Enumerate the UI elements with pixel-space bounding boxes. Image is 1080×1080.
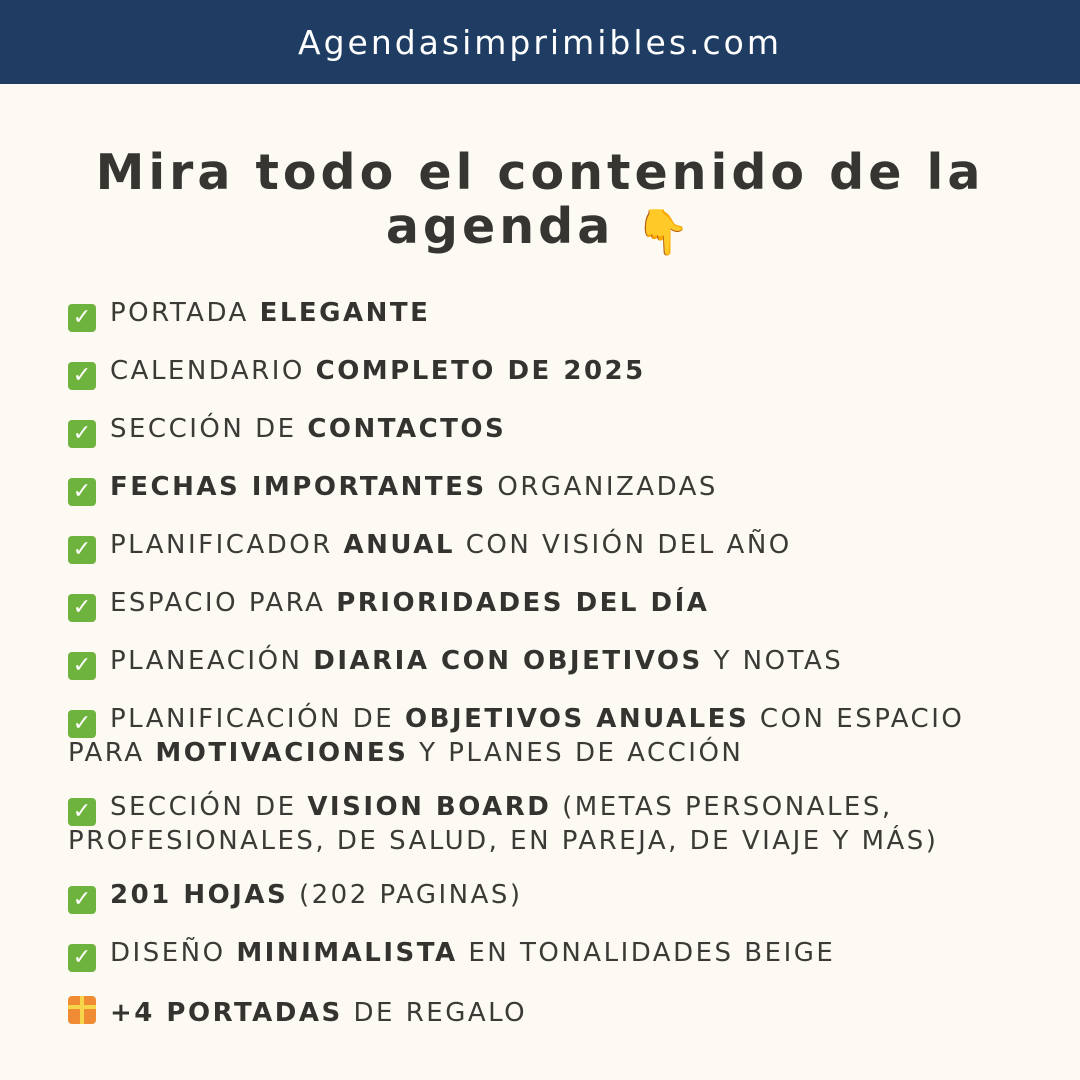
title-word: agenda (385, 198, 615, 255)
feature-bold: CONTACTOS (307, 414, 507, 444)
feature-text: DE REGALO (342, 998, 528, 1028)
feature-text: PLANEACIÓN (110, 646, 314, 676)
feature-text: ESPACIO PARA (110, 588, 337, 618)
title-line-1: Mira todo el contenido de la (95, 144, 985, 201)
feature-bold: MOTIVACIONES (155, 738, 409, 768)
feature-item (68, 298, 1018, 332)
feature-bold: +4 PORTADAS (110, 998, 343, 1028)
feature-item (68, 530, 1018, 564)
feature-text: EN TONALIDADES BEIGE (457, 938, 836, 968)
feature-bold: 201 HOJAS (110, 880, 289, 910)
check-icon: ✓ (68, 710, 96, 738)
feature-item (68, 414, 1018, 448)
feature-item (68, 646, 1018, 680)
check-icon: ✓ (68, 478, 96, 506)
feature-text: CON VISIÓN DEL AÑO (454, 530, 792, 560)
check-icon: ✓ (68, 652, 96, 680)
feature-item (68, 996, 1018, 1028)
feature-bold: COMPLETO DE 2025 (315, 356, 646, 386)
feature-bold: FECHAS IMPORTANTES (110, 472, 487, 502)
check-icon: ✓ (68, 798, 96, 826)
feature-item (68, 938, 1018, 972)
feature-text: PORTADA (110, 298, 260, 328)
gift-icon (68, 996, 96, 1024)
feature-text: CON ESPACIO PARA (68, 704, 965, 768)
feature-text: CALENDARIO (110, 356, 316, 386)
feature-text: DISEÑO (110, 938, 237, 968)
feature-text: PLANIFICACIÓN DE (110, 704, 405, 734)
feature-bold: VISION BOARD (307, 792, 552, 822)
feature-text: Y NOTAS (702, 646, 844, 676)
feature-item (68, 792, 1018, 856)
feature-bold: DIARIA CON OBJETIVOS (313, 646, 703, 676)
check-icon: ✓ (68, 594, 96, 622)
feature-text: (202 PAGINAS) (288, 880, 523, 910)
check-icon: ✓ (68, 420, 96, 448)
check-icon: ✓ (68, 362, 96, 390)
feature-item (68, 880, 1018, 914)
feature-item (68, 588, 1018, 622)
feature-bold: ANUAL (343, 530, 455, 560)
top-banner (0, 0, 1080, 84)
page-title (0, 144, 1080, 258)
feature-bold: PRIORIDADES DEL DÍA (336, 588, 710, 618)
check-icon: ✓ (68, 944, 96, 972)
check-icon: ✓ (68, 304, 96, 332)
feature-text: PLANIFICADOR (110, 530, 344, 560)
feature-item (68, 704, 1018, 768)
title-line-2 (0, 198, 1080, 258)
feature-item (68, 472, 1018, 506)
feature-bold: ELEGANTE (259, 298, 431, 328)
feature-item (68, 356, 1018, 390)
check-icon: ✓ (68, 886, 96, 914)
feature-text: ORGANIZADAS (486, 472, 718, 502)
feature-text: SECCIÓN DE (110, 414, 308, 444)
pointing-down-icon: 👇 (635, 207, 695, 258)
site-name: Agendasimprimibles.com (298, 22, 782, 62)
feature-text: (METAS PERSONALES, PROFESIONALES, DE SALUD, EN PAREJA, DE VIAJE Y MÁS) (68, 792, 939, 856)
feature-text: SECCIÓN DE (110, 792, 308, 822)
feature-bold: OBJETIVOS ANUALES (404, 704, 750, 734)
feature-bold: MINIMALISTA (236, 938, 458, 968)
feature-text: Y PLANES DE ACCIÓN (408, 738, 744, 768)
check-icon: ✓ (68, 536, 96, 564)
feature-list (68, 298, 1018, 1052)
